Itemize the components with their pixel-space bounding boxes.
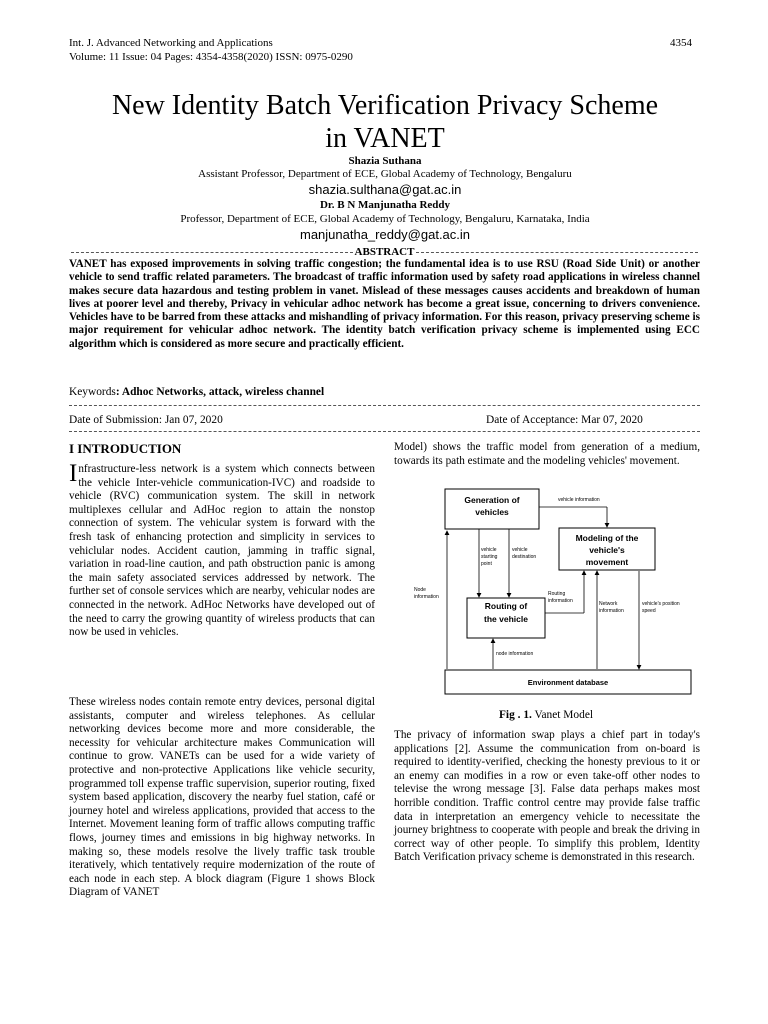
divider — [416, 252, 698, 253]
figure-caption — [392, 709, 700, 721]
author-affiliation-1: Assistant Professor, Department of ECE, Global Academy of Technology, Bengaluru — [198, 168, 572, 180]
caption-label: Fig . 1. — [498, 709, 532, 721]
submission-date: Date of Submission: Jan 07, 2020 — [69, 414, 223, 426]
intro-paragraph-1 — [69, 460, 375, 640]
label-vehicle-destination-1: vehicle — [512, 547, 528, 553]
modeling-label-3: movement — [585, 557, 629, 567]
label-position-speed-2: speed — [642, 608, 656, 614]
intro-paragraph-2: These wireless nodes contain remote entry devices, personal digital assistants, computer and wireless telephones. As cellular networking devices become more and more considerable, the necessity for vehicular architecture makes Communication will continue to grow. VANETs can be used for a wide variety of protective and non-protective Applications like vehicle security, programmed toll expense traffic supervision, superior routing, fixed system based application, discovery the nearby fuel station, café or journey hotel and wireless applications, provided that access to the Internet. Movement leaning form of traffic allows computing traffic flows, journey times and emissions in big highway networks. In making so, these models resolve the lively traffic task trouble iteratively, which tentatively require modernization of the route of each node in each step. A block diagram (Figure 1 shows Block Diagram of VANET — [69, 696, 375, 899]
divider — [69, 405, 700, 406]
label-vehicle-starting-point-3: point — [481, 561, 492, 567]
section-heading: I INTRODUCTION — [69, 441, 182, 456]
author-affiliation-2: Professor, Department of ECE, Global Academy of Technology, Bengaluru, Karnataka, India — [180, 213, 590, 225]
label-position-speed-1: vehicle's position — [642, 601, 680, 607]
label-vehicle-starting-point-1: vehicle — [481, 547, 497, 553]
label-vehicle-starting-point-2: starting — [481, 554, 498, 560]
author-name-2: Dr. B N Manjunatha Reddy — [319, 199, 451, 211]
page-number: 4354 — [670, 37, 692, 49]
caption-text: Vanet Model — [534, 709, 594, 721]
routing-label-1: Routing of — [484, 601, 528, 611]
author-email-2: manjunatha_reddy@gat.ac.in — [299, 227, 471, 242]
author-email-1: shazia.sulthana@gat.ac.in — [308, 182, 462, 197]
label-routing-information-2: information — [548, 598, 573, 604]
acceptance-date: Date of Acceptance: Mar 07, 2020 — [486, 414, 643, 426]
label-routing-information-1: Routing — [548, 591, 566, 597]
label-network-information-2: information — [599, 608, 624, 614]
keywords: Keywords: Adhoc Networks, attack, wireless channel — [69, 386, 325, 398]
volume-line: Volume: 11 Issue: 04 Pages: 4354-4358(2020) ISSN: 0975-0290 — [69, 51, 353, 63]
keywords-text: Adhoc Networks, attack, wireless channel — [121, 386, 325, 398]
right-paragraph-1: Model) shows the traffic model from generation of a medium, towards its path estimate and the modeling vehicles' movement. — [394, 441, 700, 467]
intro-paragraph-1-text: nfrastructure-less network is a system which connects between the vehicle Inter-vehicle communication-IVC) and roadside to vehicle (RVC) communication system. The skill in network multiplexes cellular and AdHoc region to attain the nonstop connection of system. The vehicular system is forward with the fresh task of enhancing protection and simplicity in services to vehiclular nodes. Accident caution, jamming in traffic signal, variation in road-line caution, and path obstruction panic is among the main safety associated services addressed by network. The further set of console services which are nearby, vehicular nodes are connected in the network. AdHoc Networks have developed out of the need to carry the growing quantity of wireless products that can now be used in vehicles. — [69, 463, 375, 639]
keywords-label: Keywords — [69, 386, 116, 398]
divider — [69, 431, 700, 432]
label-node-information-lower: node information — [496, 651, 534, 657]
abstract-heading-row — [69, 246, 700, 258]
paper-title — [40, 89, 730, 155]
right-paragraph-2: The privacy of information swap plays a chief part in today's applications [2]. Assume the communication from on-board is required to identity-verified, checking the honesty previous to it or an enemy can modifies in a row or even take-off other nodes to televise the wrong message [3]. False data perhaps makes most horrible condition. Traffic control centre may provide false traffic data in interpretation an emergency vehicle to necessitate the journey brightness to cooperate with people and break the driving in correct way of other people. To simplify this problem, Identity Batch Verification privacy scheme is demonstrated in this research. — [394, 729, 700, 864]
vanet-model-diagram — [409, 483, 695, 698]
title-line-1: New Identity Batch Verification Privacy Scheme — [111, 90, 659, 121]
title-line-2: in VANET — [325, 123, 445, 154]
label-network-information-1: Network — [599, 601, 618, 607]
journal-name: Int. J. Advanced Networking and Applications — [69, 37, 273, 49]
abstract-heading: ABSTRACT — [354, 246, 415, 258]
routing-label-2: the vehicle — [484, 614, 528, 624]
drop-cap: I — [69, 460, 78, 487]
author-name-1: Shazia Suthana — [348, 155, 422, 167]
label-node-information-2: information — [414, 594, 439, 600]
generation-label-1: Generation of — [464, 495, 520, 505]
environment-label: Environment database — [527, 678, 609, 687]
generation-label-2: vehicles — [475, 507, 509, 517]
modeling-label-1: Modeling of the — [575, 533, 639, 543]
abstract-text: VANET has exposed improvements in solving traffic congestion; the fundamental idea is to use RSU (Road Side Unit) or another vehicle to send traffic related parameters. The broadcast of traffic information used by safety road applications in wireless channel makes secure data hazardous and testing problem in vanet. Mislead of these messages causes accidents and breakdown of human lives at poorer level and thereby, Privacy in vehicular adhoc network has become a great issue, concerning to drivers convenience. Vehicles have to be barred from these attacks and mishandling of privacy information. For this reason, privacy preserving scheme is major requirement for vehicular adhoc network. The identity batch verification privacy scheme is implemented using ECC algorithm which is considered as more secure and practically efficient. — [69, 258, 700, 350]
label-node-information-1: Node — [414, 587, 426, 593]
divider — [71, 252, 353, 253]
label-vehicle-destination-2: destination — [512, 554, 537, 560]
modeling-label-2: vehicle's — [589, 545, 625, 555]
label-vehicle-information: vehicle information — [558, 497, 600, 503]
